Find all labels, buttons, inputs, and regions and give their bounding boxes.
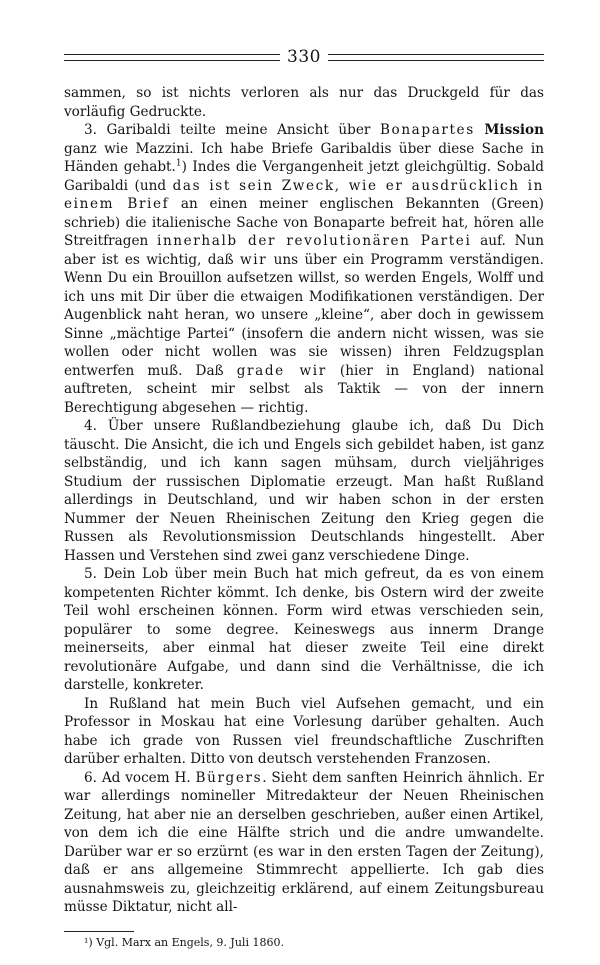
text-run: Bonapartes bbox=[379, 122, 475, 138]
text-run: (hier in England) national auftreten, scheint mir selbst als Taktik — von der innern Berechtigung abgesehen — richtig. bbox=[64, 362, 544, 416]
paragraph-p3 bbox=[64, 565, 544, 695]
text-run: auf. Nun aber ist es wichtig, daß bbox=[64, 233, 544, 268]
text-run: das ist sein Zweck, wie er ausdrücklich in einem Brief bbox=[64, 177, 544, 212]
footnote: ¹) Vgl. Marx an Engels, 9. Juli 1860. bbox=[84, 935, 284, 949]
text-run: ) Indes die Vergangenheit jetzt gleichgültig. Sobald Garibaldi (und bbox=[64, 159, 544, 194]
page-header bbox=[64, 44, 544, 70]
paragraph-p5 bbox=[64, 769, 544, 917]
footnote-rule bbox=[64, 931, 134, 932]
paragraph-p1 bbox=[64, 121, 544, 417]
text-run: sammen, so ist nichts verloren als nur das Druckgeld für das vorläufig Gedruckte. bbox=[64, 85, 544, 120]
paragraph-p4 bbox=[64, 695, 544, 769]
text-run: an einen meiner englischen Bekannten (Green) schrieb) die italienische Sache von Bonaparte befreit hat, hören alle Streitfragen bbox=[64, 196, 544, 249]
text-run bbox=[475, 122, 485, 138]
header-rule-left bbox=[64, 54, 280, 61]
footnote-section bbox=[64, 931, 544, 949]
text-run: Bürgers bbox=[195, 769, 263, 786]
text-run: innerhalb der revolutionären Partei bbox=[157, 233, 472, 249]
footnote-marker: 1 bbox=[175, 158, 182, 169]
text-run: 3. Garibaldi teilte meine Ansicht über bbox=[84, 122, 380, 138]
text-run: 6. Ad vocem H. bbox=[84, 769, 196, 786]
text-run: wir bbox=[240, 251, 268, 268]
paragraph-p2 bbox=[64, 417, 544, 565]
text-run: uns über ein Programm verständigen. Wenn Du ein Brouillon aufsetzen willst, so werden Engels, Wolff und ich uns mit Dir über die etwaigen Modifikationen verständigen. Der Augenblick naht heran, wo unsere „kleine“, aber doch in gewissem Sinne „mächtige Partei“ (insofern die andern nicht wissen, was sie wollen oder nicht wollen was sie wissen) ihren Feldzugsplan entwerfen muß. Daß bbox=[64, 251, 544, 379]
text-run: Mission bbox=[484, 122, 544, 138]
text-run: 4. Über unsere Rußlandbeziehung glaube ich, daß Du Dich täuscht. Die Ansicht, die ich und Engels sich gebildet haben, ist ganz selbständig, und ich kann sagen mühsam, durch vieljähriges Studium der russischen Diplomatie erzeugt. Man haßt Rußland allerdings in Deutschland, und wir haben schon in der ersten Nummer der Neuen Rheinischen Zeitung den Krieg gegen die Russen als Revolutionsmission Deutschlands hingestellt. Aber Hassen und Verstehen sind zwei ganz verschiedene Dinge. bbox=[64, 418, 544, 564]
text-run: In Rußland hat mein Buch viel Aufsehen gemacht, und ein Professor in Moskau hat eine Vorlesung darüber gehalten. Auch habe ich grade von Russen viel freundschaftliche Zuschriften darüber erhalten. Ditto von deutsch verstehenden Franzosen. bbox=[64, 695, 544, 767]
book-page bbox=[64, 44, 544, 949]
text-run: grade wir bbox=[236, 362, 327, 379]
text-run: ganz wie Mazzini. Ich habe Briefe Garibaldis über diese Sache in Händen gehabt. bbox=[64, 140, 544, 175]
header-rule-right bbox=[328, 54, 544, 61]
page-number: 330 bbox=[287, 47, 321, 67]
paragraph-p0 bbox=[64, 84, 544, 121]
text-run: 5. Dein Lob über mein Buch hat mich gefreut, da es von einem kompetenten Richter kömmt. Ich denke, bis Ostern wird der zweite Teil wohl erscheinen können. Form wird etwas verschieden sein, populärer to some degree. Keineswegs aus innerm Drange meinerseits, aber einmal hat dieser zweite Teil eine direkt revolutionäre Aufgabe, und dann sind die Verhältnisse, die ich darstelle, konkreter. bbox=[64, 566, 544, 693]
body-text bbox=[64, 84, 544, 917]
text-run: . Sieht dem sanften Heinrich ähnlich. Er war allerdings nomineller Mitredakteur der Neuen Rheinischen Zeitung, hat aber nie an derselben geschrieben, außer einen Artikel, von dem ich die eine Hälfte strich und die andre umwandelte. Darüber war er so erzürnt (es war in den ersten Tagen der Zeitung), daß er ans allgemeine Stimmrecht appellierte. Ich gab dies ausnahmsweis zu, gleichzeitig erklärend, auf einem Zeitungsbureau müsse Diktatur, nicht all- bbox=[64, 769, 544, 915]
